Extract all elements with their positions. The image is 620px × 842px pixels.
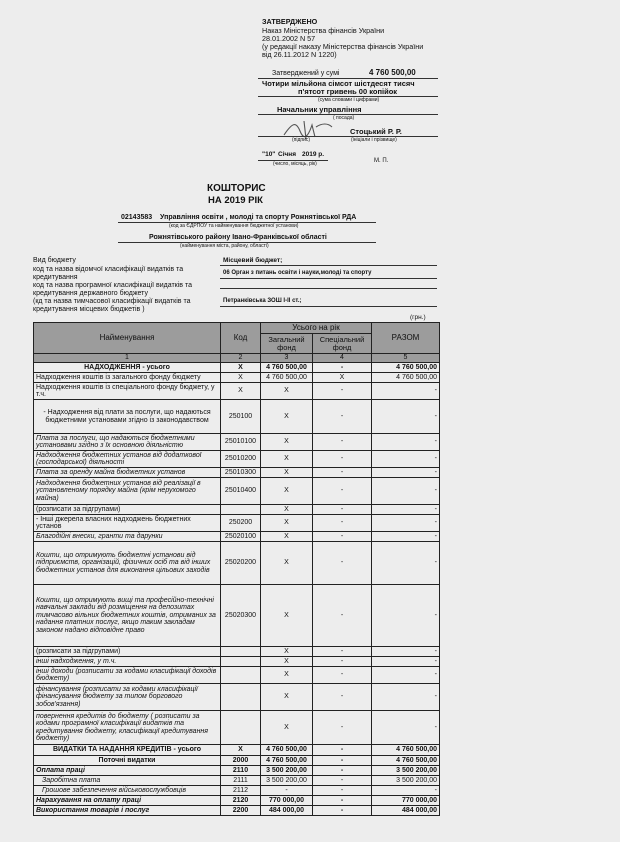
unit-label: (грн.)	[410, 314, 426, 321]
column-number: 1	[34, 354, 221, 363]
table-row	[34, 684, 440, 711]
row-special-fund: X	[313, 373, 372, 383]
row-name: Надходження бюджетних установ від реалізації в установленому порядку майна (крім нерухомого майна)	[34, 478, 221, 505]
row-total: 3 500 200,00	[372, 776, 440, 786]
sum-words-note: (сума словами і цифрами)	[318, 97, 380, 103]
table-row	[34, 711, 440, 745]
date-day: "10"	[262, 151, 276, 158]
row-code	[221, 711, 261, 745]
budget-label: кредитування	[33, 274, 78, 281]
row-general-fund: 3 500 200,00	[261, 776, 313, 786]
row-special-fund: -	[313, 383, 372, 400]
approval-line: від 26.11.2012 N 1220)	[262, 50, 337, 59]
budget-label: код та назва відомчої класифікації видатків та	[33, 266, 184, 273]
row-general-fund: 3 500 200,00	[261, 766, 313, 776]
row-special-fund: -	[313, 776, 372, 786]
row-special-fund: -	[313, 468, 372, 478]
row-code: 2112	[221, 786, 261, 796]
row-special-fund: -	[313, 684, 372, 711]
row-special-fund: -	[313, 711, 372, 745]
row-total: 484 000,00	[372, 806, 440, 816]
header-by-year: Усього на рік	[261, 323, 372, 334]
column-numbers-row	[34, 354, 440, 363]
row-special-fund: -	[313, 515, 372, 532]
row-general-fund: X	[261, 505, 313, 515]
row-code: 2111	[221, 776, 261, 786]
row-general-fund: X	[261, 657, 313, 667]
row-general-fund: 4 760 500,00	[261, 745, 313, 756]
approval-line: Наказ Міністерства фінансів України	[262, 26, 385, 35]
row-name: Надходження бюджетних установ від додаткової (господарської) діяльності	[34, 451, 221, 468]
divider	[220, 265, 437, 266]
row-name: фінансування (розписати за кодами класифікації фінансування бюджету за типом боргового зобов'язання)	[34, 684, 221, 711]
date-month: Січня	[278, 151, 296, 158]
row-total: -	[372, 383, 440, 400]
row-code	[221, 647, 261, 657]
row-general-fund: X	[261, 667, 313, 684]
organization-note: (код за ЄДРПОУ та найменування бюджетної установи)	[169, 223, 299, 229]
date-note: (число, місяць, рік)	[273, 161, 317, 167]
row-total: -	[372, 515, 440, 532]
department-value: 06 Орган з питань освіти і науки,молоді та спорту	[223, 270, 372, 276]
table-row	[34, 400, 440, 434]
row-code	[221, 505, 261, 515]
row-special-fund: -	[313, 806, 372, 816]
table-row	[34, 505, 440, 515]
table-row	[34, 434, 440, 451]
row-general-fund: X	[261, 585, 313, 647]
table-row	[34, 515, 440, 532]
row-special-fund: -	[313, 647, 372, 657]
row-total: -	[372, 711, 440, 745]
row-name: інші доходи (розписати за кодами класифікації доходів бюджету)	[34, 667, 221, 684]
row-special-fund: -	[313, 657, 372, 667]
row-code: 25020300	[221, 585, 261, 647]
row-code: 25010300	[221, 468, 261, 478]
row-code: 2000	[221, 756, 261, 766]
approved-sum-label: Затверджений у сумі	[272, 70, 340, 77]
row-code: 25010100	[221, 434, 261, 451]
signature-note: (підпис)	[292, 137, 311, 143]
row-code: 25020100	[221, 532, 261, 542]
row-code: X	[221, 745, 261, 756]
row-name: Заробітна плата	[34, 776, 221, 786]
row-special-fund: -	[313, 745, 372, 756]
row-name: Нарахування на оплату праці	[34, 796, 221, 806]
row-name: (розписати за підгрупами)	[34, 505, 221, 515]
row-name: Надходження коштів із загального фонду бюджету	[34, 373, 221, 383]
row-total: 4 760 500,00	[372, 363, 440, 373]
row-special-fund: -	[313, 434, 372, 451]
row-special-fund: -	[313, 400, 372, 434]
row-total: 4 760 500,00	[372, 745, 440, 756]
row-name: Оплата праці	[34, 766, 221, 776]
budget-label: код та назва програмної класифікації видатків та	[33, 282, 192, 289]
approval-line: (у редакції наказу Міністерства фінансів України	[262, 42, 424, 51]
row-code	[221, 667, 261, 684]
seal-place: М. П.	[374, 158, 389, 164]
column-number: 4	[313, 354, 372, 363]
row-name: Плата за оренду майна бюджетних установ	[34, 468, 221, 478]
row-code: 2110	[221, 766, 261, 776]
budget-label: (кд та назва тимчасової класифікації видатків та	[33, 298, 191, 305]
column-number: 5	[372, 354, 440, 363]
budget-label: кредитування державного бюджету	[33, 290, 148, 297]
row-special-fund: -	[313, 363, 372, 373]
row-total: -	[372, 434, 440, 451]
row-total: -	[372, 786, 440, 796]
row-general-fund: X	[261, 451, 313, 468]
row-total: 770 000,00	[372, 796, 440, 806]
row-total: -	[372, 505, 440, 515]
row-code: X	[221, 383, 261, 400]
row-total: -	[372, 478, 440, 505]
header-code: Код	[221, 323, 261, 354]
row-code: 25010200	[221, 451, 261, 468]
table-row	[34, 585, 440, 647]
row-name: інші надходження, у т.ч.	[34, 657, 221, 667]
row-name: - Інші джерела власних надходжень бюджетних установ	[34, 515, 221, 532]
column-number: 2	[221, 354, 261, 363]
row-name: (розписати за підгрупами)	[34, 647, 221, 657]
header-special-fund: Спеціальний фонд	[313, 334, 372, 354]
row-general-fund: X	[261, 383, 313, 400]
name-note: (ініціали і прізвище)	[351, 137, 397, 143]
row-total: 3 500 200,00	[372, 766, 440, 776]
table-row	[34, 373, 440, 383]
row-code: 25010400	[221, 478, 261, 505]
row-special-fund: -	[313, 585, 372, 647]
row-special-fund: -	[313, 667, 372, 684]
approval-line: 28.01.2002 N 57	[262, 34, 316, 43]
row-code: 250200	[221, 515, 261, 532]
row-name: Кошти, що отримують вищі та професійно-технічні навчальні заклади від розміщення на депозитах тимчасово вільних бюджетних коштів, отриманих за надання платних послуг, якщо таким закладам законом надано відповідне право	[34, 585, 221, 647]
table-row	[34, 478, 440, 505]
region-note: (найменування міста, району, області)	[180, 243, 269, 249]
row-name: Використання товарів і послуг	[34, 806, 221, 816]
table-row	[34, 766, 440, 776]
row-special-fund: -	[313, 532, 372, 542]
row-code: 2200	[221, 806, 261, 816]
row-general-fund: X	[261, 647, 313, 657]
row-total: -	[372, 647, 440, 657]
row-name: Надходження коштів із спеціального фонду бюджету, у т.ч.	[34, 383, 221, 400]
row-name: Плата за послуги, що надаються бюджетними установами згідно з їх основною діяльністю	[34, 434, 221, 451]
row-special-fund: -	[313, 786, 372, 796]
position-note: ( посада)	[333, 115, 355, 121]
table-row	[34, 468, 440, 478]
row-general-fund: X	[261, 478, 313, 505]
budget-type-value: Місцевий бюджет;	[223, 257, 283, 264]
table-row	[34, 806, 440, 816]
row-code	[221, 657, 261, 667]
signer-name: Стоцький Р. Р.	[350, 127, 402, 136]
row-total: -	[372, 451, 440, 468]
row-total: -	[372, 400, 440, 434]
row-name: повернення кредитів до бюджету ( розписати за кодами програмної класифікації видатків та кредитування бюджету, класифікації кредитування бюджету)	[34, 711, 221, 745]
row-special-fund: -	[313, 766, 372, 776]
row-total: -	[372, 684, 440, 711]
row-code: X	[221, 373, 261, 383]
header-name: Найменування	[34, 323, 221, 354]
organization-name: Управління освіти , молоді та спорту Рожнятівської РДА	[160, 214, 357, 221]
row-general-fund: 770 000,00	[261, 796, 313, 806]
row-general-fund: X	[261, 515, 313, 532]
row-general-fund: X	[261, 711, 313, 745]
row-general-fund: 4 760 500,00	[261, 756, 313, 766]
table-row	[34, 647, 440, 657]
divider	[220, 288, 437, 289]
row-special-fund: -	[313, 451, 372, 468]
edrpou-code: 02143583	[121, 214, 153, 221]
row-code: X	[221, 363, 261, 373]
row-total: 4 760 500,00	[372, 756, 440, 766]
row-general-fund: -	[261, 786, 313, 796]
table-row	[34, 451, 440, 468]
document-title: КОШТОРИС	[207, 183, 266, 194]
row-special-fund: -	[313, 505, 372, 515]
row-total: -	[372, 585, 440, 647]
estimate-table	[33, 322, 440, 816]
document-subtitle: НА 2019 РІК	[208, 195, 263, 206]
divider	[220, 306, 437, 307]
row-total: -	[372, 657, 440, 667]
header-total: РАЗОМ	[372, 323, 440, 354]
budget-label: кредитування місцевих бюджетів )	[33, 306, 145, 313]
budget-label: Вид бюджету	[33, 257, 76, 264]
table-row	[34, 745, 440, 756]
row-name: НАДХОДЖЕННЯ - усього	[34, 363, 221, 373]
approval-title: ЗАТВЕРДЖЕНО	[262, 17, 318, 26]
row-general-fund: X	[261, 684, 313, 711]
row-name: Кошти, що отримують бюджетні установи від підприємств, організацій, фізичних осіб та від інших бюджетних установ для виконання цільових заходів	[34, 542, 221, 585]
row-total: -	[372, 667, 440, 684]
row-total: 4 760 500,00	[372, 373, 440, 383]
row-total: -	[372, 468, 440, 478]
table-row	[34, 776, 440, 786]
sum-in-words: п'ятсот гривень 00 копійок	[298, 87, 398, 96]
row-name: Грошове забезпечення військовослужбовців	[34, 786, 221, 796]
table-row	[34, 796, 440, 806]
table-row	[34, 667, 440, 684]
sum-in-words: Чотири мільйона сімсот шістдесят тисяч	[262, 79, 415, 88]
row-code: 250100	[221, 400, 261, 434]
row-general-fund: 484 000,00	[261, 806, 313, 816]
row-general-fund: X	[261, 400, 313, 434]
row-special-fund: -	[313, 542, 372, 585]
row-total: -	[372, 542, 440, 585]
region-name: Рожнятівського району Івано-Франківської області	[149, 234, 327, 241]
row-general-fund: X	[261, 532, 313, 542]
row-general-fund: 4 760 500,00	[261, 363, 313, 373]
row-general-fund: X	[261, 468, 313, 478]
program-value: Петранківська ЗОШ І-ІІ ст.;	[223, 298, 302, 304]
row-general-fund: X	[261, 542, 313, 585]
table-row	[34, 363, 440, 373]
table-header-row	[34, 323, 440, 334]
table-row	[34, 542, 440, 585]
row-general-fund: X	[261, 434, 313, 451]
row-special-fund: -	[313, 756, 372, 766]
row-code: 2120	[221, 796, 261, 806]
date-year: 2019 р.	[302, 151, 325, 158]
row-code: 25020200	[221, 542, 261, 585]
table-row	[34, 532, 440, 542]
signer-position: Начальник управління	[277, 105, 362, 114]
table-row	[34, 786, 440, 796]
approved-sum-value: 4 760 500,00	[369, 68, 416, 77]
row-name: Поточні видатки	[34, 756, 221, 766]
row-name: ВИДАТКИ ТА НАДАННЯ КРЕДИТІВ - усього	[34, 745, 221, 756]
row-special-fund: -	[313, 478, 372, 505]
row-code	[221, 684, 261, 711]
table-row	[34, 657, 440, 667]
row-special-fund: -	[313, 796, 372, 806]
divider	[220, 278, 437, 279]
table-row	[34, 756, 440, 766]
row-general-fund: 4 760 500,00	[261, 373, 313, 383]
row-name: Благодійні внески, гранти та дарунки	[34, 532, 221, 542]
header-general-fund: Загальний фонд	[261, 334, 313, 354]
row-total: -	[372, 532, 440, 542]
table-row	[34, 383, 440, 400]
column-number: 3	[261, 354, 313, 363]
table-body	[34, 363, 440, 816]
row-name: - Надходження від плати за послуги, що надаються бюджетними установами згідно із законодавством	[34, 400, 221, 434]
